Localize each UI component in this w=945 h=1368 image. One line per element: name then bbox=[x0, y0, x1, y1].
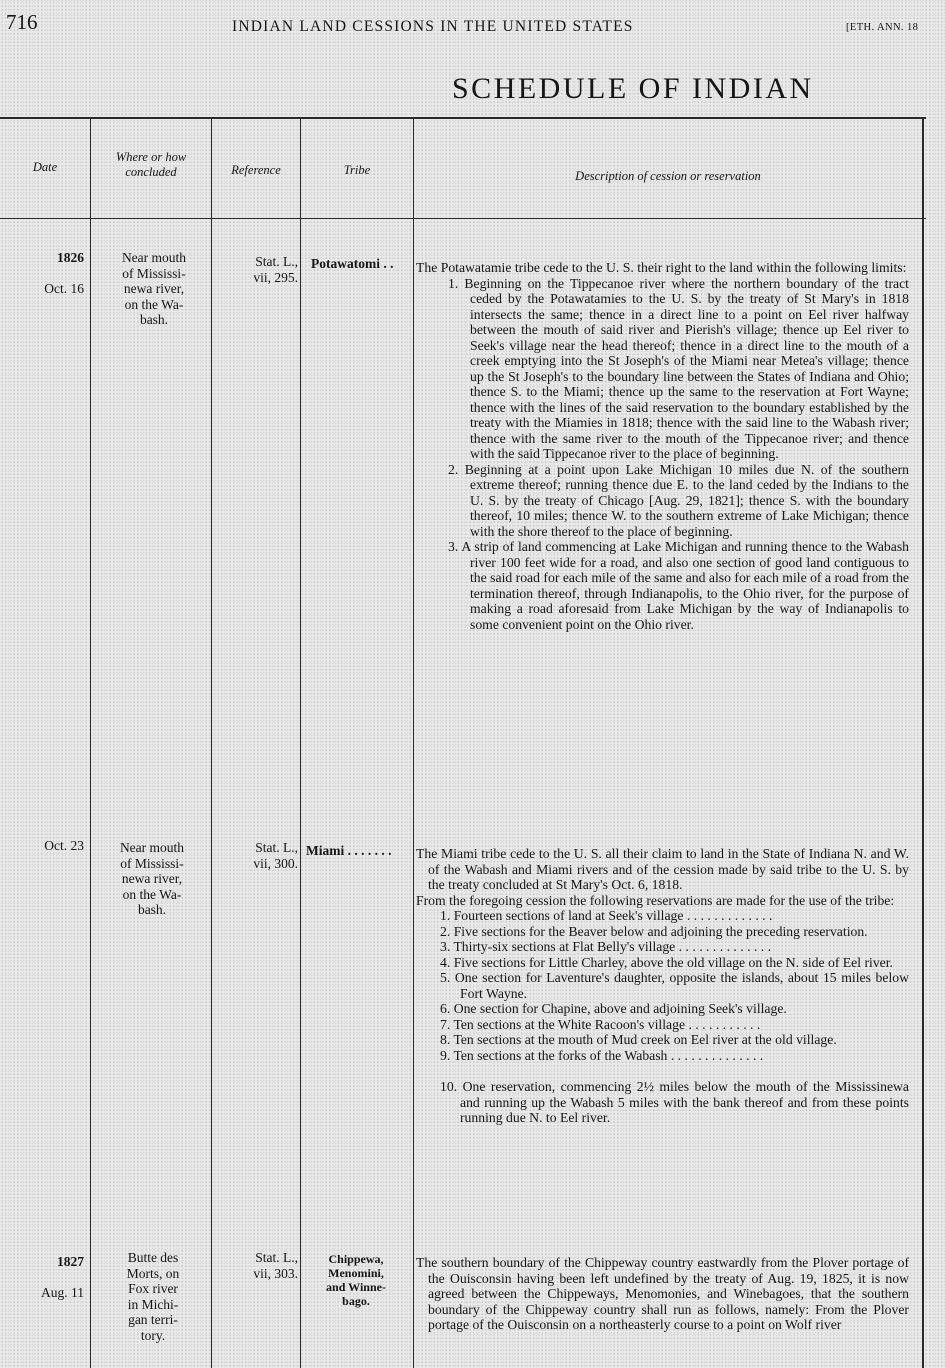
row-year: 1826 bbox=[57, 249, 84, 265]
row-year: 1827 bbox=[57, 1253, 84, 1269]
schedule-title: SCHEDULE OF INDIAN bbox=[452, 72, 814, 105]
description-item: 7. Ten sections at the White Racoon's village . . . . . . . . . . . bbox=[440, 1016, 761, 1032]
table-row-where: Near mouth of Mississi- newa river, on the Wa- bash. bbox=[119, 840, 185, 918]
description-item: 8. Ten sections at the mouth of Mud creek on Eel river at the old village. bbox=[440, 1032, 837, 1047]
description-item: 3. Thirty-six sections at Flat Belly's village . . . . . . . . . . . . . . bbox=[440, 939, 772, 954]
description-item: 2. Five sections for the Beaver below and adjoining the preceding reservation. bbox=[440, 923, 868, 939]
table-row-description bbox=[416, 1255, 909, 1368]
column-header-date: Date bbox=[32, 160, 58, 174]
table-top-rule bbox=[0, 117, 926, 119]
column-rule-3 bbox=[300, 117, 301, 1368]
row-date: Oct. 16 bbox=[44, 280, 84, 296]
description-paragraph: From the foregoing cession the following reservations are made for the use of the tribe: bbox=[416, 892, 895, 908]
table-row-where: Near mouth of Mississi- newa river, on the Wa- bash. bbox=[121, 250, 187, 328]
description-item: 10. One reservation, commencing 2½ miles below the mouth of the Mississinewa and running up the Wabash 5 miles with the bank thereof and from these points running due N. to Eel river. bbox=[440, 1079, 909, 1125]
description-paragraph: The Miami tribe cede to the U. S. all their claim to land in the State of Indiana N. and W. of the Wabash and Miami rivers and of the cession made by said tribe to the U. S. by the treaty concluded at St Mary's Oct. 6, 1818. bbox=[416, 846, 909, 892]
series-label: [ETH. ANN. 18 bbox=[846, 22, 919, 33]
description-item: 2. Beginning at a point upon Lake Michigan 10 miles due N. of the southern extreme thereof; running thence due E. to the land ceded by the Indians to the U. S. by the treaty of Chicago [Aug. 29, 1821]; thence S. with the boundary thereof, 10 miles; thence W. to the southern extreme of Lake Michigan; thence with the shore thereof to the place of beginning. bbox=[448, 461, 909, 539]
running-title: INDIAN LAND CESSIONS IN THE UNITED STATES bbox=[232, 18, 634, 35]
table-row-tribe: Chippewa, Menomini, and Winne- bago. bbox=[326, 1252, 386, 1308]
table-row-description bbox=[416, 260, 909, 632]
table-row-reference: Stat. L., vii, 300. bbox=[253, 840, 298, 871]
column-rule-2 bbox=[211, 117, 212, 1368]
column-header-tribe: Tribe bbox=[343, 163, 371, 177]
table-row-tribe: Miami . . . . . . . bbox=[306, 843, 392, 858]
description-paragraph: The southern boundary of the Chippeway country eastwardly from the Plover portage of the Ouisconsin having been left undefined by the treaty of Aug. 19, 1825, it is now agreed between the Chippeways, Menomonies, and Winebagoes, that the southern boundary of the Chippeway country shall run as follows, namely: From the Plover portage of the Ouisconsin on a northeasterly course to a point on Wolf river bbox=[416, 1255, 909, 1332]
column-rule-5 bbox=[922, 117, 924, 1368]
table-row-reference: Stat. L., vii, 295. bbox=[253, 254, 298, 285]
column-rule-1 bbox=[90, 117, 91, 1368]
description-item: 5. One section for Laventure's daughter, opposite the islands, about 15 miles below Fort Wayne. bbox=[440, 970, 909, 1001]
table-row-date bbox=[0, 1238, 84, 1300]
description-item: 1. Beginning on the Tippecanoe river where the northern boundary of the tract ceded by the Potawatamies to the U. S. by the treaty of St Mary's in 1818 intersects the same; thence in a direct line to a point on Eel river halfway between the mouth of said river and Pierish's village; thence up Eel river to Seek's village near the head thereof; thence in a direct line to the mouth of a creek emptying into the St Joseph's of the Miami near Metea's village; thence up the St Joseph's to the boundary line between the States of Indiana and Ohio; thence S. to the Miami; thence up the same to the reservation at Fort Wayne; thence with the lines of the said reservation to the boundary established by the treaty with the Miamies in 1818; thence with the said line to the Wabash river; thence with the same river to the mouth of the Tippecanoe river; and thence with the said Tippecanoe river to the place of beginning. bbox=[448, 275, 909, 461]
table-row-description bbox=[416, 846, 909, 1126]
table-row-reference: Stat. L., vii, 303. bbox=[253, 1250, 298, 1281]
description-item: 4. Five sections for Little Charley, above the old village on the N. side of Eel river. bbox=[440, 954, 893, 970]
table-row-date: Oct. 23 bbox=[44, 838, 84, 853]
row-date: Aug. 11 bbox=[41, 1284, 84, 1300]
description-item: 3. A strip of land commencing at Lake Michigan and running thence to the Wabash river 100 feet wide for a road, and also one section of good land contiguous to the said road for each mile of the same and also for each mile of a road from the termination thereof, through Indianapolis, to the Ohio river, for the purpose of making a road aforesaid from Lake Michigan by the way of Indianapolis to some convenient point on the Ohio river. bbox=[448, 539, 909, 632]
page-number: 716 bbox=[6, 10, 38, 34]
header-bottom-rule bbox=[0, 218, 926, 219]
table-row-where: Butte des Morts, on Fox river in Michi- gan terri- tory. bbox=[126, 1250, 180, 1343]
description-item: 1. Fourteen sections of land at Seek's village . . . . . . . . . . . . . bbox=[440, 908, 773, 923]
column-header-where: Where or how concluded bbox=[115, 150, 187, 179]
column-header-description: Description of cession or reservation bbox=[575, 169, 761, 183]
running-head bbox=[0, 10, 945, 42]
description-item: 9. Ten sections at the forks of the Wabash . . . . . . . . . . . . . . bbox=[440, 1047, 764, 1063]
column-rule-4 bbox=[413, 117, 414, 1368]
table-row-date bbox=[0, 234, 84, 296]
table-row-tribe: Potawatomi . . bbox=[311, 256, 394, 271]
description-paragraph: The Potawatamie tribe cede to the U. S. their right to the land within the following limits: bbox=[416, 260, 907, 275]
column-header-reference: Reference bbox=[231, 163, 281, 177]
description-item: 6. One section for Chapine, above and adjoining Seek's village. bbox=[440, 1001, 787, 1016]
